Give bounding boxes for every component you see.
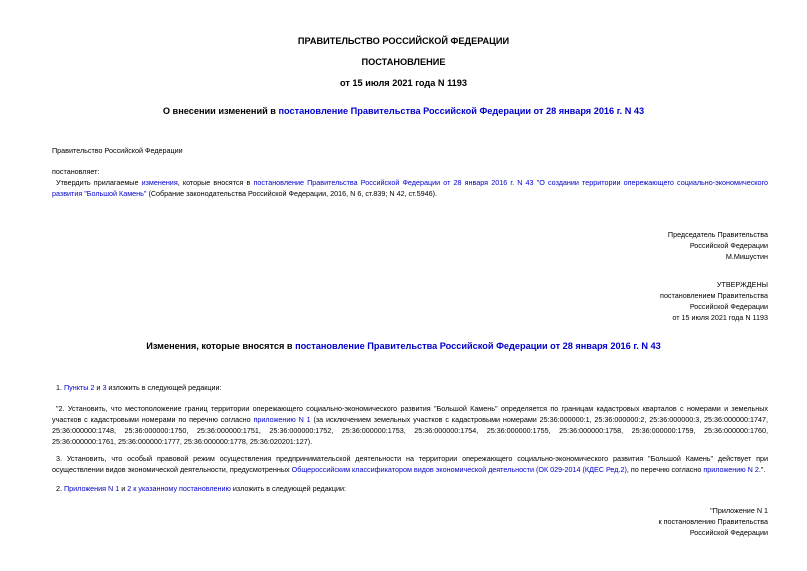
item-1-num: 1.: [56, 383, 64, 392]
document-title: [0, 106, 807, 116]
okved-link[interactable]: (ОК 029-2014 (КДЕС Ред.2): [535, 465, 627, 474]
title-link[interactable]: постановление Правительства Российской Федерации от 28 января 2016 г. N 43: [278, 106, 645, 116]
item-3-text-a: 3. Установить, что особый правовой режим осуществления предпринимательской деятельности на территории опережающего социально-экономического развития "Большой Камень" действует при осуществлении видов экономической деятельности, предусмотренных: [52, 454, 768, 474]
item-1: [56, 383, 222, 392]
decision-text-a: Утвердить прилагаемые: [56, 178, 142, 187]
government-heading: ПРАВИТЕЛЬСТВО РОССИЙСКОЙ ФЕДЕРАЦИИ: [297, 36, 510, 46]
approved-date: от 15 июля 2021 года N 1193: [672, 313, 768, 322]
item-1-rest: изложить в следующей редакции:: [106, 383, 222, 392]
signature-name: М.Мишустин: [725, 252, 768, 261]
classifier-link[interactable]: Общероссийским классификатором видов экономической деятельности: [291, 465, 534, 474]
decision-paragraph: [52, 177, 768, 199]
approved-block: [660, 279, 768, 323]
changes-title: [0, 341, 807, 351]
signature-block: [668, 229, 768, 262]
approved-country: Российской Федерации: [689, 302, 768, 311]
decides-label: постановляет:: [52, 167, 100, 176]
changes-title-link[interactable]: постановление Правительства Российской Федерации от 28 января 2016 г. N 43: [295, 341, 661, 351]
doc-date-number: от 15 июля 2021 года N 1193: [339, 78, 468, 88]
changes-link[interactable]: изменения: [141, 178, 178, 187]
item-2-paragraph: [52, 403, 768, 447]
appendix-country: Российской Федерации: [689, 528, 768, 537]
item-3-text-c: .".: [758, 465, 766, 474]
item-2-link-2[interactable]: 2 к указанному постановлению: [127, 484, 231, 493]
appendix-to: к постановлению Правительства: [658, 517, 768, 526]
signature-country: Российской Федерации: [689, 241, 768, 250]
item-3-paragraph: [52, 453, 768, 475]
decision-text-c: (Собрание законодательства Российской Федерации, 2016, N 6, ст.839; N 42, ст.5946).: [146, 189, 438, 198]
item-3-text-b: , по перечню согласно: [626, 465, 704, 474]
title-prefix: О внесении изменений в: [162, 106, 279, 116]
item-1-and: и: [94, 383, 103, 392]
doc-type-heading: ПОСТАНОВЛЕНИЕ: [361, 57, 446, 67]
appendix-2-link[interactable]: приложению N 2: [703, 465, 759, 474]
signature-position: Председатель Правительства: [667, 230, 768, 239]
item-2: [56, 484, 346, 493]
item-2-rest: изложить в следующей редакции:: [230, 484, 346, 493]
appendix-1-link[interactable]: приложению N 1: [253, 415, 311, 424]
issuer: Правительство Российской Федерации: [52, 146, 183, 155]
item-1-link-2[interactable]: 3: [102, 383, 107, 392]
item-2-num: 2.: [56, 484, 64, 493]
approved-label: УТВЕРЖДЕНЫ: [716, 280, 768, 289]
item-2-text-a: "2. Установить, что местоположение границ территории опережающего социально-экономического развития "Большой Камень" определяется по границам кадастровых кварталов с номерами и земельных участков с кадастровыми номерами по перечню согласно: [52, 404, 768, 424]
appendix-label: "Приложение N 1: [710, 506, 768, 515]
changes-title-prefix: Изменения, которые вносятся в: [146, 341, 296, 351]
resolution-link[interactable]: постановление Правительства Российской Федерации от 28 января 2016 г. N 43 "О создании территории опережающего социально-экономического развития "Большой Камень": [52, 178, 768, 198]
item-1-link-1[interactable]: Пункты 2: [64, 383, 95, 392]
decision-text-b: , которые вносятся в: [177, 178, 254, 187]
item-2-and: и: [119, 484, 128, 493]
item-2-link-1[interactable]: Приложения N 1: [64, 484, 120, 493]
approved-by: постановлением Правительства: [660, 291, 768, 300]
appendix-block: [658, 505, 768, 538]
item-2-text-b: (за исключением земельных участков с кадастровыми номерами 25:36:000000:1, 25:36:000000:2, 25:36:000000:3, 25:36:000000:1747, 25:36:000000:1748, 25:36:000000:1750, 25:36:000000:1751, 25:36:000000:1752, 25:36:000000:1753, 25:36:000000:1754, 25:36:000000:1755, 25:36:000000:1758, 25:36:000000:1759, 25:36:000000:1760, 25:36:000000:1761, 25:36:000000:1777, 25:36:000000:1778, 25:36:020201:127).: [52, 415, 768, 446]
